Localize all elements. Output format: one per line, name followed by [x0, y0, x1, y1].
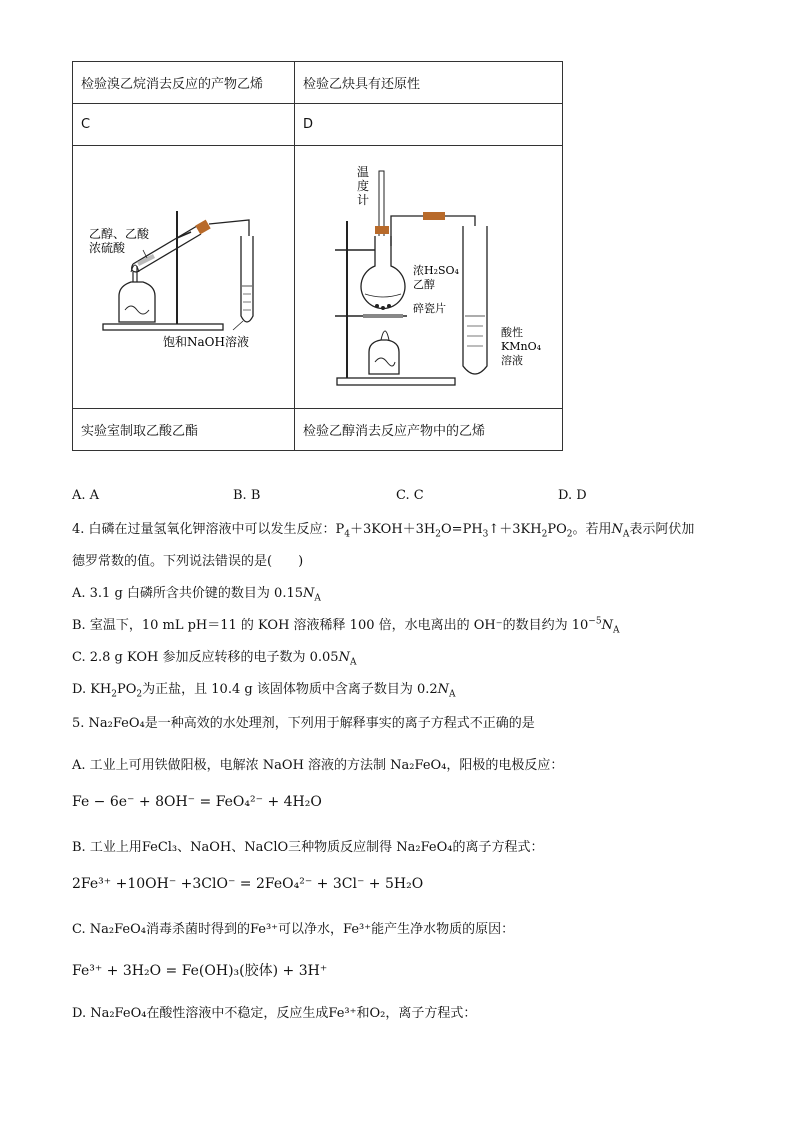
q4-option-a: A. 3.1 g 白磷所含共价键的数目为 $0.15N_A$	[72, 586, 321, 604]
q5-option-a: A. 工业上可用铁做阳极，电解浓 NaOH 溶液的方法制 Na₂FeO₄，阳极的电极反应：	[72, 758, 564, 773]
q5-option-c: C. Na₂FeO₄消毒杀菌时得到的Fe³⁺可以净水，Fe³⁺能产生净水物质的原因：	[72, 922, 515, 937]
cell-r1-c2: 检验乙炔具有还原性	[295, 62, 563, 104]
q5-option-b: B. 工业上用FeCl₃、NaOH、NaClO三种物质反应制得 Na₂FeO₄的离子方程式：	[72, 840, 544, 855]
options-table	[72, 61, 563, 451]
cell-figure-c	[73, 146, 295, 409]
fig-d-kmno4-1: 酸性	[501, 326, 523, 339]
fig-d-kmno4-3: 溶液	[501, 354, 523, 367]
fig-c-label-3: 饱和NaOH溶液	[163, 335, 249, 349]
q4-option-d: D. $KH_2PO_2$为正盐，且 10.4 g 该固体物质中含离子数目为 $0.2N_A$	[72, 682, 456, 700]
fig-d-thermo-2: 度	[357, 179, 370, 193]
fig-d-kmno4-2: KMnO₄	[501, 340, 541, 353]
choice-a: A. A	[72, 488, 100, 503]
fig-d-thermo-1: 温	[357, 165, 370, 179]
q5-option-c-equation: Fe³⁺ + 3H₂O = Fe(OH)₃(胶体) + 3H⁺	[72, 963, 328, 979]
fig-d-chips-label: 碎瓷片	[413, 302, 446, 315]
q4-option-b: B. 室温下，10 mL pH＝11 的 KOH 溶液稀释 100 倍，水电离出的 OH⁻的数目约为 $10^{-5}N_A$	[72, 616, 620, 636]
q5-option-a-equation: Fe − 6e⁻ + 8OH⁻ = FeO₄²⁻ + 4H₂O	[72, 794, 322, 810]
apparatus-c-figure	[73, 146, 294, 404]
fig-d-thermo-3: 计	[357, 193, 370, 207]
choice-b: B. B	[233, 488, 261, 503]
cell-label-d: D	[295, 104, 563, 146]
choice-d: D. D	[558, 488, 587, 503]
fig-c-label-2: 浓硫酸	[89, 241, 126, 255]
apparatus-d-figure	[295, 146, 562, 404]
q4-option-c: C. 2.8 g KOH 参加反应转移的电子数为 $0.05N_A$	[72, 650, 357, 668]
cell-label-c: C	[73, 104, 295, 146]
q4-stem-line2: 德罗常数的值。下列说法错误的是( )	[72, 554, 304, 569]
q4-stem: 4. 白磷在过量氢氧化钾溶液中可以发生反应：$P_4+3KOH+3H_2O=PH_3↑+3KH_2PO_2$。若用$N_A$表示阿伏加	[72, 522, 695, 540]
fig-d-acid-label: 浓H₂SO₄	[413, 264, 459, 277]
q5-stem: 5. Na₂FeO₄是一种高效的水处理剂，下列用于解释事实的离子方程式不正确的是	[72, 716, 535, 731]
q5-option-d: D. Na₂FeO₄在酸性溶液中不稳定，反应生成Fe³⁺和O₂，离子方程式：	[72, 1006, 477, 1021]
q5-option-b-equation: 2Fe³⁺ +10OH⁻ +3ClO⁻ = 2FeO₄²⁻ + 3Cl⁻ + 5H₂O	[72, 876, 424, 892]
cell-r1-c1: 检验溴乙烷消去反应的产物乙烯	[73, 62, 295, 104]
cell-r4-c1: 实验室制取乙酸乙酯	[73, 409, 295, 451]
fig-c-label-1: 乙醇、乙酸	[89, 227, 150, 241]
cell-r4-c2: 检验乙醇消去反应产物中的乙烯	[295, 409, 563, 451]
fig-d-ethanol-label: 乙醇	[413, 278, 435, 291]
cell-figure-d	[295, 146, 563, 409]
choice-c: C. C	[396, 488, 424, 503]
